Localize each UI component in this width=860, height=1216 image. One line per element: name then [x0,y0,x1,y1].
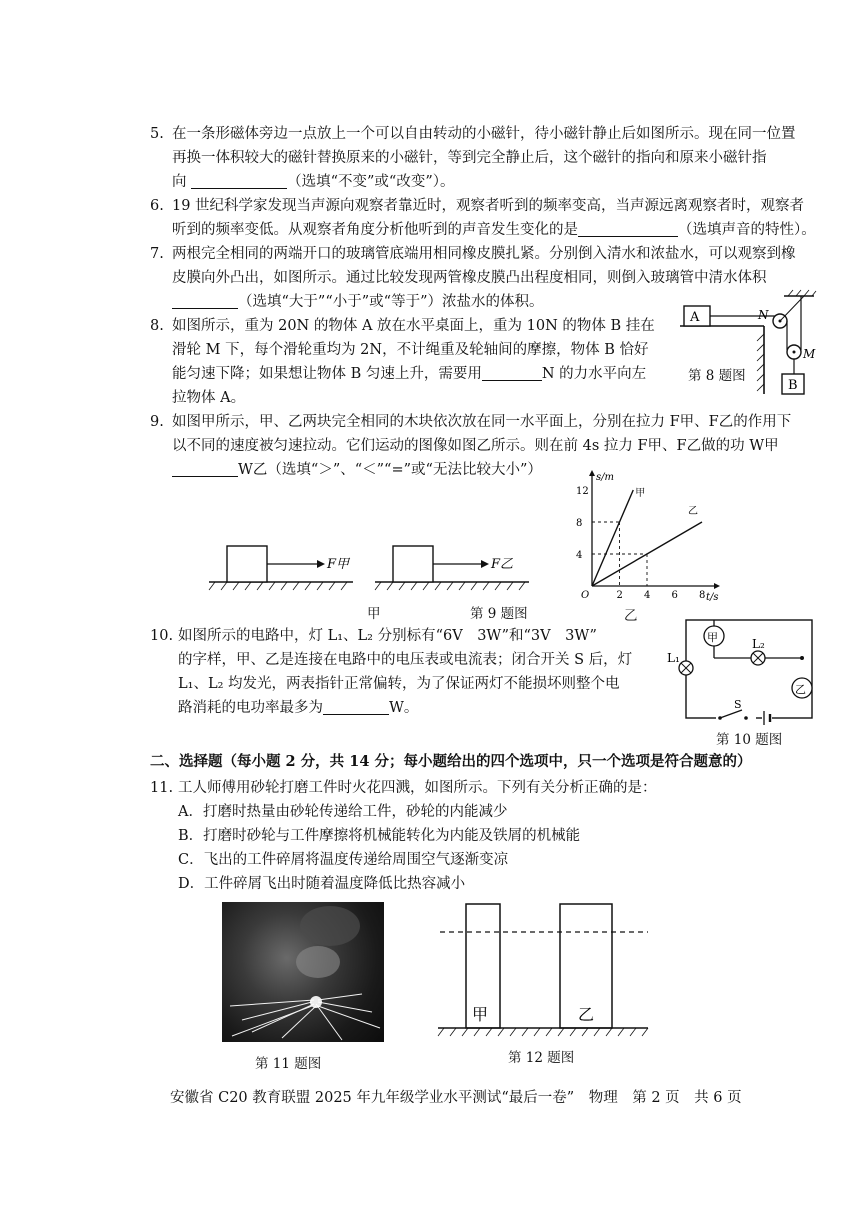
distance-time-graph [560,472,720,606]
sparks [222,902,384,1042]
block-jia [227,546,267,582]
question-text: 工人师傅用砂轮打磨工件时火花四溅，如图所示。下列有关分析正确的是： [178,780,657,796]
section-title: 二、选择题（每小题 2 分，共 14 分；每小题给出的四个选项中，只一个选项是符合题意的） [150,753,752,770]
force-label: F乙 [491,557,514,572]
question-number: 9. [150,414,164,430]
figure-caption: 第 10 题图 [716,732,783,748]
answer-blank [323,698,389,715]
x-axis-label: t/s [706,592,719,603]
option-list [178,800,580,896]
option-d: D．工件碎屑飞出时随着温度降低比热容减小 [178,876,466,892]
lamp-l1-label: L₁ [667,651,680,665]
figure-label-yi: 乙 [624,608,638,624]
question-text: 如图甲所示，甲、乙两块完全相同的木块依次放在同一水平面上，分别在拉力 F甲、F乙的作用下 [172,414,792,430]
block-a-label: A [690,310,700,325]
question-9 [150,410,791,482]
y-tick-label: 12 [576,486,589,497]
x-tick-label: 4 [644,590,651,601]
table-hatch [757,334,764,391]
question-text: 的字样，甲、乙是连接在电路中的电压表或电流表；闭合开关 S 后，灯 [178,652,633,668]
question-text: 以不同的速度被匀速拉动。它们运动的图像如图乙所示。则在前 4s 拉力 F甲、F乙做的功 W甲 [172,438,779,454]
question-number: 5. [150,126,164,142]
answer-blank [578,220,678,237]
question-10 [150,624,632,720]
x-axis-arrow [714,583,720,589]
question-text: 向 [172,174,187,190]
x-tick-label: 2 [616,590,623,601]
question-number: 11. [150,780,174,796]
block-b-label: B [788,378,798,393]
question-text: 能匀速下降；如果想让物体 B 匀速上升，需要用 [172,366,482,382]
series-line-yi [592,522,702,586]
blocks-figure [205,536,555,598]
ground-hatch [375,582,525,590]
question-text: 两根完全相同的两端开口的玻璃管底端用相同橡皮膜扎紧。分别倒入清水和浓盐水，可以观察到橡 [172,246,796,262]
question-text: 拉物体 A。 [172,390,246,406]
answer-blank [172,292,238,309]
force-arrowhead [317,560,325,568]
question-text: 滑轮 M 下，每个滑轮重均为 2N，不计绳重及轮轴间的摩擦，物体 B 恰好 [172,342,649,358]
meter-yi-label: 乙 [795,683,806,696]
question-text: L₁、L₂ 均发光，两表指针正常偏转，为了保证两灯不能损坏则整个电 [178,676,620,692]
answer-blank [191,172,287,189]
figure-caption: 第 11 题图 [255,1056,322,1072]
question-number: 7. [150,246,164,262]
question-text: （选填声音的特性）。 [678,222,816,238]
column-yi-label: 乙 [578,1005,595,1024]
question-number: 6. [150,198,164,214]
ceiling-hatch [788,290,816,296]
y-tick-label: 8 [576,518,583,529]
pulley-m-label: M [803,347,816,361]
answer-blank [482,364,542,381]
force-arrowhead [481,560,489,568]
column-jia-label: 甲 [472,1005,489,1024]
figure-caption: 第 12 题图 [508,1050,575,1066]
option-a: A．打磨时热量由砂轮传递给工件，砂轮的内能减少 [178,804,508,820]
circuit-figure [667,612,826,724]
question-text: 19 世纪科学家发现当声源向观察者靠近时，观察者听到的频率变高，当声源远离观察者时，观察者 [172,198,805,214]
question-text: 再换一体积较大的磁针替换原来的小磁针，等到完全静止后，这个磁针的指向和原来小磁针指 [172,150,767,166]
series-line-jia [592,490,633,586]
question-number: 10. [150,628,174,644]
ground-hatch [438,1028,648,1036]
lamp-l2-label: L₂ [752,637,765,651]
switch-gap [716,714,756,722]
switch-contact [744,716,748,720]
figure-caption: 第 8 题图 [688,368,746,384]
question-11 [150,776,657,800]
question-text: 听到的频率变低。从观察者角度分析他听到的声音发生变化的是 [172,222,578,238]
question-text: W乙（选填“＞”、“＜”“=”或“无法比较大小”） [238,462,542,478]
origin-label: O [581,590,590,601]
x-tick-label: 8 [699,590,706,601]
pulley-n-label: N [758,308,769,322]
y-axis-label: s/m [596,472,614,483]
question-number: 8. [150,318,164,334]
figure-label-jia: 甲 [367,606,381,622]
question-text: N 的力水平向左 [541,366,647,382]
switch-label: S [734,698,742,711]
question-text: 路消耗的电功率最多为 [178,700,323,716]
grinding-sparks-photo [222,902,384,1042]
series-label: 乙 [688,506,698,517]
junction [800,656,804,660]
question-text: （选填“不变”或“改变”）。 [287,174,455,190]
columns-figure [434,898,654,1038]
series-label: 甲 [635,488,646,499]
question-text: 皮膜向外凸出，如图所示。通过比较发现两管橡皮膜凸出程度相同，则倒入玻璃管中清水体积 [172,270,767,286]
force-label: F甲 [327,557,350,572]
meter-jia-label: 甲 [707,631,718,644]
x-tick-label: 6 [671,590,678,601]
y-tick-label: 4 [576,550,583,561]
pulley-m-axle [793,351,796,354]
question-text: （选填“大于”“小于”或“等于”）浓盐水的体积。 [238,294,544,310]
figure-caption: 第 9 题图 [470,606,528,622]
question-6 [150,194,816,242]
block-yi [393,546,433,582]
question-text: 如图所示，重为 20N 的物体 A 放在水平桌面上，重为 10N 的物体 B 挂在 [172,318,655,334]
option-b: B．打磨时砂轮与工件摩擦将机械能转化为内能及铁屑的机械能 [178,828,581,844]
question-text: 在一条形磁体旁边一点放上一个可以自由转动的小磁针，待小磁针静止后如图所示。现在同一位置 [172,126,796,142]
page-footer: 安徽省 C20 教育联盟 2025 年九年级学业水平测试“最后一卷” 物理 第 2 页 共 6 页 [170,1090,742,1106]
question-5 [150,122,796,194]
option-c: C．飞出的工件碎屑将温度传递给周围空气逐渐变凉 [178,852,509,868]
ground-hatch [209,582,347,590]
answer-blank [172,460,238,477]
question-text: 如图所示的电路中，灯 L₁、L₂ 分别标有“6V 3W”和“3V 3W” [178,628,597,644]
question-8 [150,314,655,410]
question-text: W。 [389,700,419,716]
